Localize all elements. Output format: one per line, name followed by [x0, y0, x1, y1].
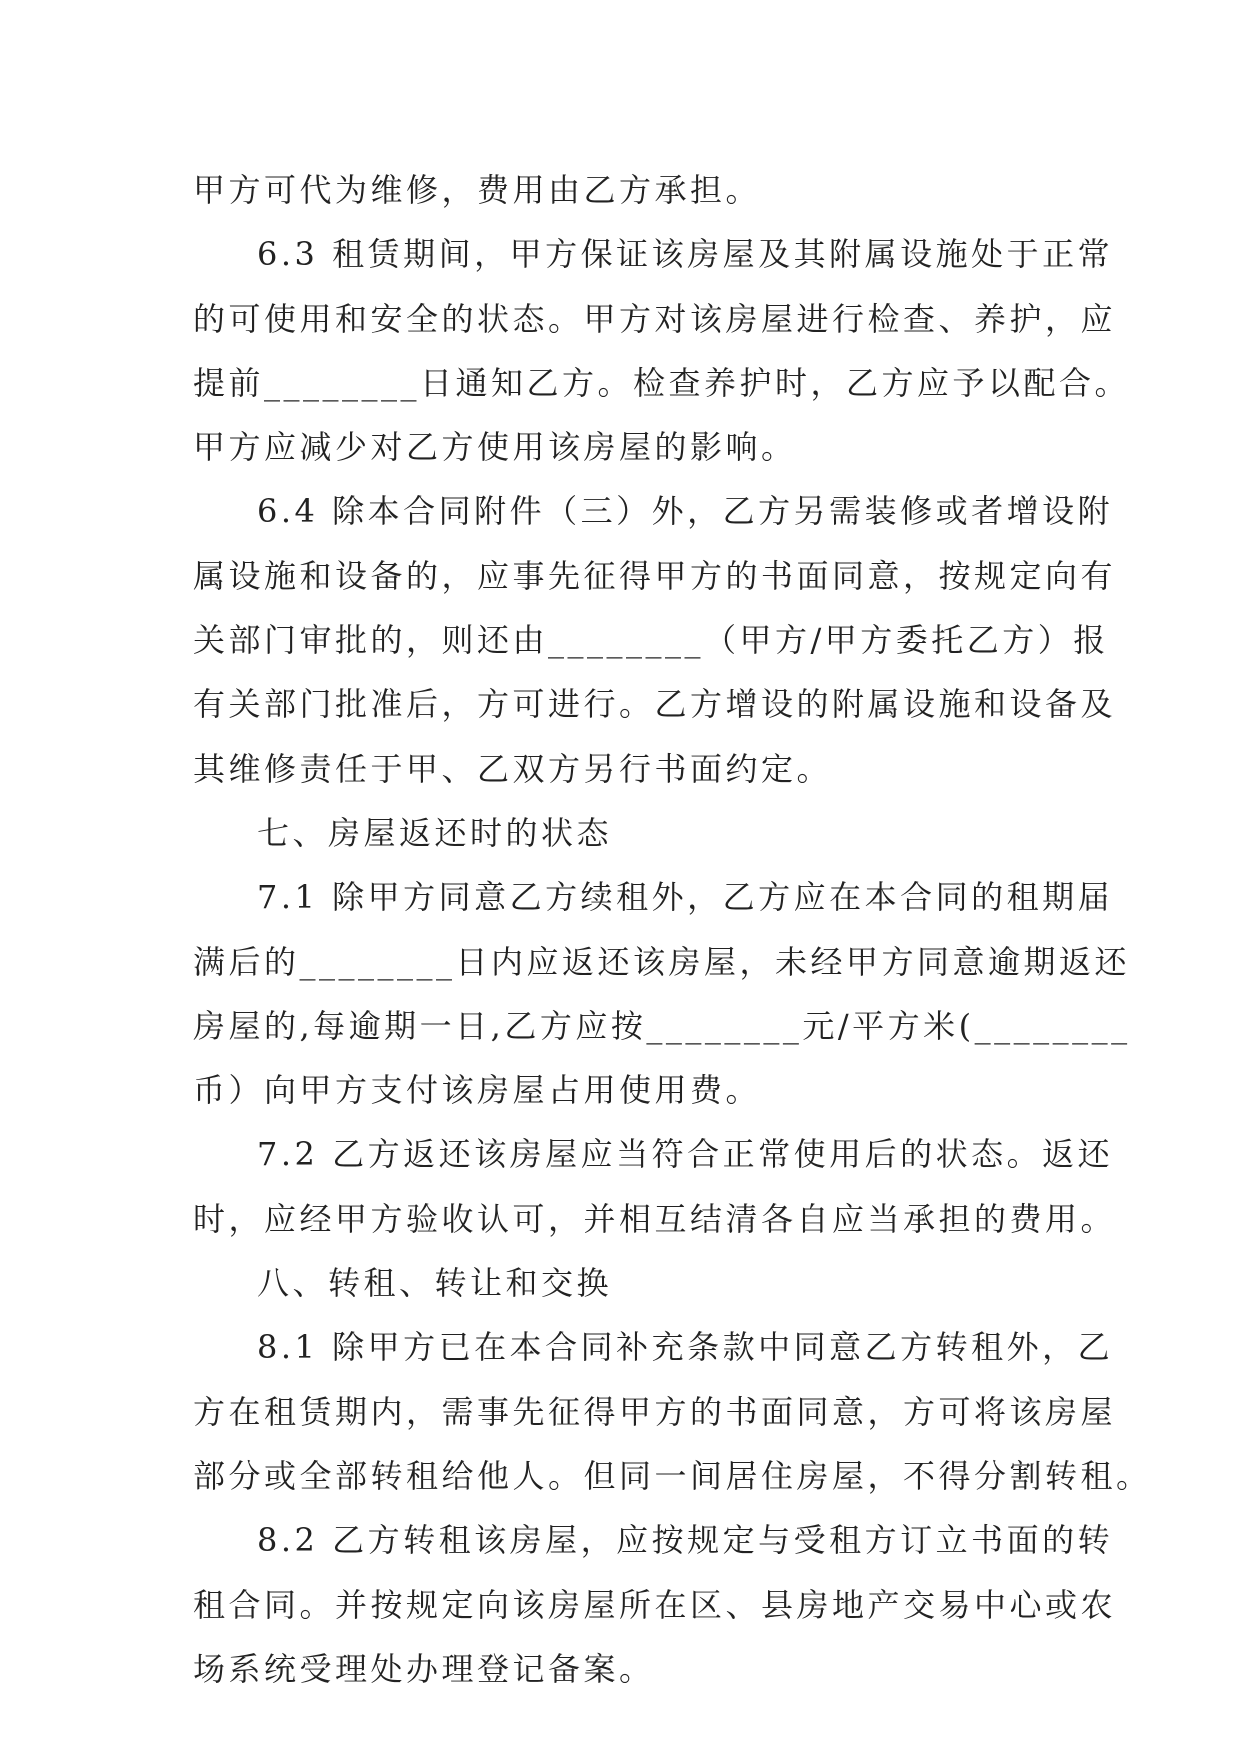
text-line: 7.1 除甲方同意乙方续租外，乙方应在本合同的租期届	[257, 878, 1114, 917]
text-line: 6.4 除本合同附件（三）外，乙方另需装修或者增设附	[257, 492, 1114, 531]
text-line: 属设施和设备的，应事先征得甲方的书面同意，按规定向有	[193, 556, 1117, 595]
text-line: 提前________日通知乙方。检查养护时，乙方应予以配合。	[193, 363, 1131, 402]
text-line: 关部门审批的，则还由________（甲方/甲方委托乙方）报	[193, 621, 1109, 660]
text-line: 8.2 乙方转租该房屋，应按规定与受租方订立书面的转	[257, 1521, 1114, 1560]
text-line: 8.1 除甲方已在本合同补充条款中同意乙方转租外，乙	[257, 1328, 1114, 1367]
text-line: 有关部门批准后，方可进行。乙方增设的附属设施和设备及	[193, 685, 1117, 724]
text-line: 甲方应减少对乙方使用该房屋的影响。	[193, 428, 797, 467]
section-heading: 八、转租、转让和交换	[257, 1264, 613, 1303]
text-line: 部分或全部转租给他人。但同一间居住房屋，不得分割转租。	[193, 1456, 1152, 1495]
section-heading: 七、房屋返还时的状态	[257, 813, 613, 852]
text-line: 7.2 乙方返还该房屋应当符合正常使用后的状态。返还	[257, 1135, 1114, 1174]
text-line: 满后的________日内应返还该房屋，未经甲方同意逾期返还	[193, 942, 1131, 981]
text-line: 的可使用和安全的状态。甲方对该房屋进行检查、养护，应	[193, 299, 1117, 338]
text-line: 场系统受理处办理登记备案。	[193, 1649, 655, 1688]
text-line: 币）向甲方支付该房屋占用使用费。	[193, 1071, 762, 1110]
text-line: 房屋的,每逾期一日,乙方应按________元/平方米(________	[193, 1006, 1131, 1045]
text-line: 甲方可代为维修，费用由乙方承担。	[193, 171, 762, 209]
document-body	[193, 158, 1152, 1701]
text-line: 6.3 租赁期间，甲方保证该房屋及其附属设施处于正常	[257, 235, 1114, 274]
text-line: 租合同。并按规定向该房屋所在区、县房地产交易中心或农	[193, 1585, 1117, 1624]
text-line: 方在租赁期内，需事先征得甲方的书面同意，方可将该房屋	[193, 1392, 1117, 1431]
text-line: 其维修责任于甲、乙双方另行书面约定。	[193, 749, 833, 788]
text-line: 时，应经甲方验收认可，并相互结清各自应当承担的费用。	[193, 1199, 1117, 1238]
